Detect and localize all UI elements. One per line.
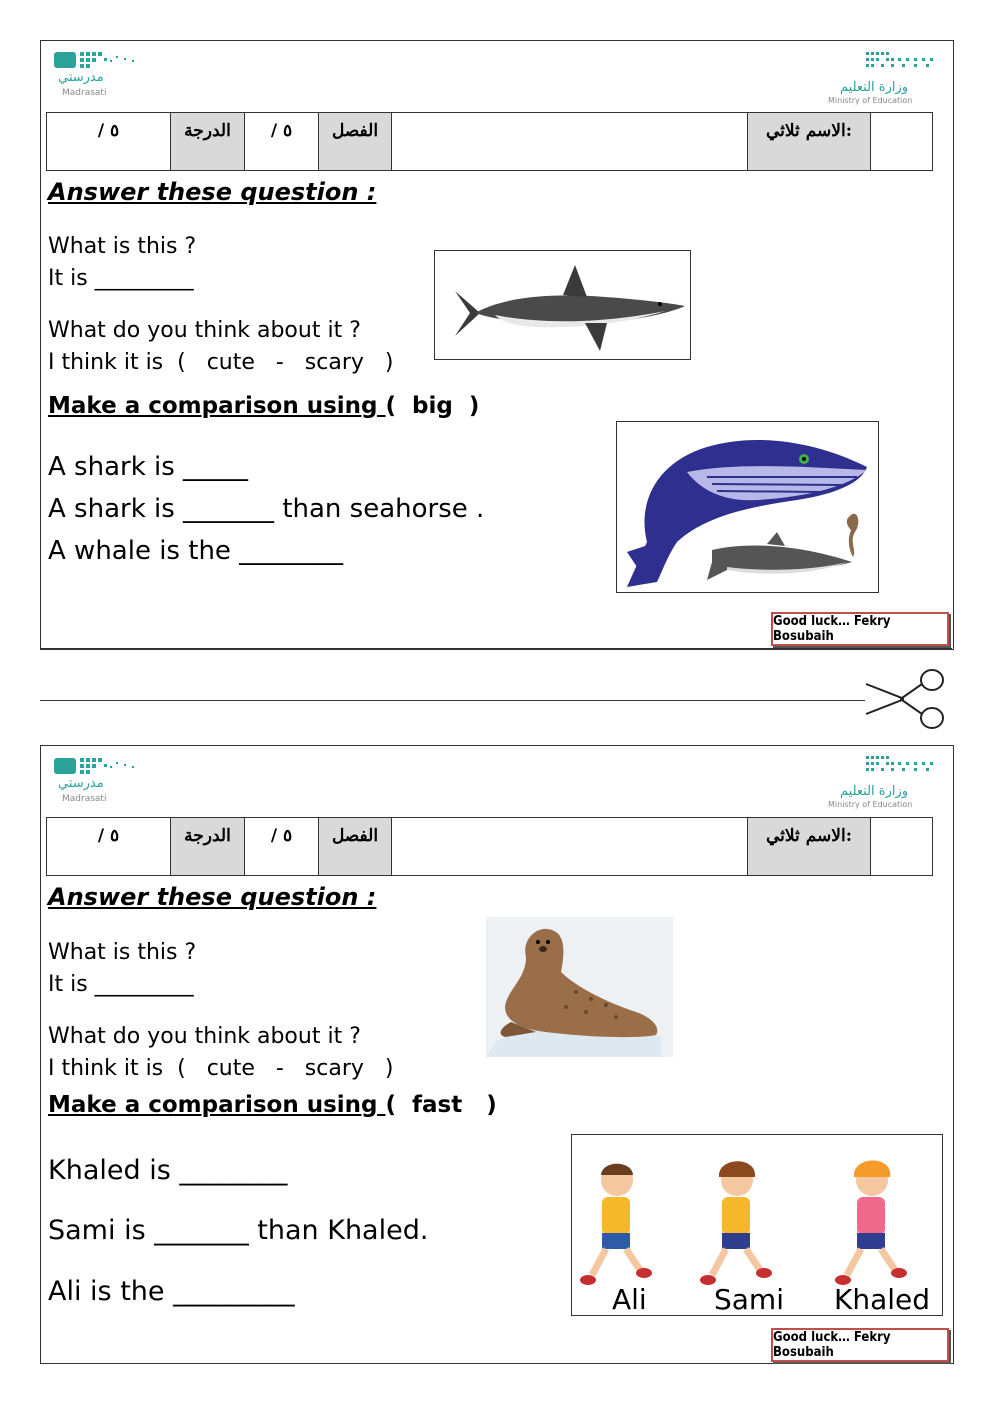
class-value-cell (244, 113, 318, 170)
ws1-line-3: A whale is the ________ (48, 536, 344, 566)
cut-line-bottom (40, 745, 952, 746)
ws2-good-luck-note: Good luck… Fekry Bosubaih (771, 1328, 949, 1362)
ws2-line-3: Ali is the _________ (48, 1276, 295, 1307)
ws1-question-2: What do you think about it ? (48, 318, 361, 343)
running-kids-image (571, 1134, 943, 1316)
ws2-comparison-instruction (48, 1092, 497, 1118)
madrasati-logo (54, 48, 144, 98)
grade-value: / ٥ (97, 121, 120, 141)
name-label-cell (747, 113, 870, 170)
grade-label: الدرجة (184, 121, 231, 141)
madrasati-ar-text-2: مدرستي (58, 776, 104, 791)
worksheet-1-title: Answer these question : (48, 178, 377, 206)
grade-value-cell-2 (47, 818, 170, 875)
class-label: الفصل (331, 121, 379, 141)
madrasati-en-text-2: Madrasati (62, 794, 107, 804)
madrasati-ar-text: مدرستي (58, 70, 104, 85)
name-label-cell-2 (747, 818, 870, 875)
whale-shark-seahorse-image (616, 421, 879, 593)
madrasati-en-text: Madrasati (62, 88, 107, 98)
name-extra-cell[interactable] (870, 113, 932, 170)
kid-label-ali: Ali (612, 1283, 647, 1316)
ministry-ar-text: وزارة التعليم (840, 80, 909, 95)
name-label-2: الاسم ثلاثي: (766, 826, 852, 846)
cut-line-top (40, 648, 952, 649)
ws2-answer-1: It is _________ (48, 972, 194, 997)
ws2-question-2: What do you think about it ? (48, 1024, 361, 1049)
student-info-table (46, 112, 933, 171)
kid-label-sami: Sami (714, 1283, 784, 1316)
ws2-comparison-word: ( fast ) (385, 1092, 497, 1118)
ministry-ar-text-2: وزارة التعليم (840, 784, 909, 799)
class-label-2: الفصل (331, 826, 379, 846)
ws1-comparison-prefix: Make a comparison using (48, 393, 386, 419)
shark-image (434, 250, 691, 360)
scissors-icon (862, 666, 946, 732)
kid-label-khaled: Khaled (834, 1283, 931, 1316)
ws1-line-2: A shark is _______ than seahorse . (48, 494, 485, 524)
student-info-table-2 (46, 817, 933, 876)
class-label-cell (318, 113, 391, 170)
grade-value-cell (47, 113, 170, 170)
madrasati-logo-2 (54, 754, 144, 804)
ministry-en-text: Ministry of Education (828, 96, 913, 105)
name-label: الاسم ثلاثي: (766, 121, 852, 141)
class-label-cell-2 (318, 818, 391, 875)
class-value-2: / ٥ (270, 826, 293, 846)
ws1-comparison-word: ( big ) (385, 393, 480, 419)
ministry-en-text-2: Ministry of Education (828, 800, 913, 809)
ws1-answer-2: I think it is ( cute - scary ) (48, 350, 394, 375)
grade-label-2: الدرجة (184, 826, 231, 846)
class-value-cell-2 (244, 818, 318, 875)
ws1-good-luck-note: Good luck… Fekry Bosubaih (771, 612, 949, 646)
ministry-logo-2 (828, 754, 938, 812)
grade-label-cell-2 (170, 818, 244, 875)
name-extra-cell-2[interactable] (870, 818, 932, 875)
grade-label-cell (170, 113, 244, 170)
grade-value-2: / ٥ (97, 826, 120, 846)
seal-image (486, 917, 673, 1057)
ws2-answer-2: I think it is ( cute - scary ) (48, 1056, 394, 1081)
ws2-line-2: Sami is _______ than Khaled. (48, 1215, 429, 1246)
ws1-line-1: A shark is _____ (48, 452, 249, 482)
class-value: / ٥ (270, 121, 293, 141)
ws2-comparison-prefix: Make a comparison using (48, 1092, 386, 1118)
ws1-comparison-instruction (48, 393, 479, 419)
worksheet-2-title: Answer these question : (48, 883, 377, 911)
ws2-question-1: What is this ? (48, 940, 197, 965)
ws1-question-1: What is this ? (48, 234, 197, 259)
cut-line-dashed (40, 700, 865, 701)
name-field-2[interactable] (391, 818, 747, 875)
ministry-logo (828, 50, 938, 108)
ws2-line-1: Khaled is ________ (48, 1155, 288, 1186)
ws1-answer-1: It is _________ (48, 266, 194, 291)
name-field[interactable] (391, 113, 747, 170)
